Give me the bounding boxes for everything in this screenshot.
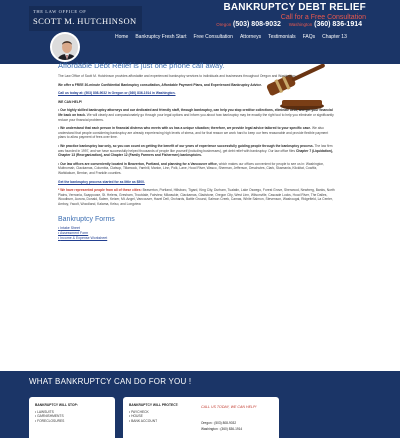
call-phone-washington[interactable]: Washington : (360) 836-1914 [201, 427, 243, 431]
phone1-label: Oregon [216, 22, 232, 27]
main-content [58, 58, 336, 241]
intro-text: The Law Office of Scott M. Hutchinson provides affordable and experienced bankruptcy services to individuals and businesses throughout Oregon and Washington. [58, 74, 297, 78]
page-title: Affordable Debt Relief is just one phone call away. [58, 61, 225, 70]
call-phone-oregon[interactable]: Oregon : (503) 808-9032 [201, 421, 237, 425]
card-will-protect-list [129, 410, 203, 423]
represented-paragraph [58, 188, 336, 206]
call-us-title: CALL US TODAY, WE CAN HELP! [201, 405, 257, 409]
bullet-1-text: We will clearly and compassionately go through your legal options and inform you about how bankruptcy may be exactly the right tool to help you eliminate or significantly reduce your financial problems. [58, 112, 334, 122]
call-today-link[interactable]: Call us today at: (503) 808-9032 in Oregon or (360) 836-1914 in Washington. [58, 91, 176, 96]
bullet-4 [58, 162, 336, 176]
bullet-3-text: The law firm was founded in 1997, and we have successfully helped thousands of people like yourself (including businesses), get debt relief with bankruptcy. Our law office files [58, 143, 333, 153]
header-title: BANKRUPTCY DEBT RELIEF [223, 2, 366, 13]
nav-testimonials[interactable]: Testimonials [268, 34, 296, 40]
nav-home[interactable]: Home [115, 34, 129, 40]
represented-bold: * We have represented people from all of these cities: [58, 188, 142, 193]
bullet-2-bold: • We understand that each person in financial distress who meets with us has a unique situation; therefore, we provide legal advice tailored to your specific case. [58, 126, 312, 131]
article-body [58, 74, 336, 206]
list-item: • LAWSUITS [35, 410, 109, 414]
process-link[interactable]: Get the bankruptcy process started for as little as $500. [58, 179, 145, 184]
card-will-stop-list [35, 410, 109, 423]
list-item: • FORECLOSURES [35, 419, 109, 423]
phone1-number[interactable]: (503) 808-9032 [233, 21, 281, 28]
represented-text: Beaverton, Portland, Hillsboro, Tigard, King City, Durham, Tualatin, Lake Oswego, Forest Grove, Sherwood, Newberg, Banks, North Plains, Vernonia, Scappoose, St. Helens, Gresham, Troutdale, Fairview, Milwaukie, Clackamas, Gladstone, Oregon City, West Linn, Wilsonville, Cascade Locks, Hood River, The Dalles, Woodburn, Aurora, Donald, Salem, Keizer, Mt. Angel, Vancouver, Hazel Dell, Orchards, Battle Ground, Salmon Creek, Camas, White Salmon, Stevenson, Washougal, Ridgefield, La Center, Amboy, Yacolt, Woodland, Kalama, Kelso, and Longview. [58, 188, 335, 206]
intro-paragraph [58, 74, 336, 79]
nav-chapter-13[interactable]: Chapter 13 [322, 34, 347, 40]
offer-paragraph: We offer a FREE 30-minute Confidential Bankruptcy consultation, Affordable Payment Plans, and Experienced Bankruptcy Advice. [58, 82, 262, 87]
list-item: • GARNISHMENTS [35, 414, 109, 418]
form-link-income-expense[interactable]: • Income & Expense Worksheet [58, 236, 336, 241]
nav-faqs[interactable]: FAQs [302, 34, 316, 40]
card-will-stop [29, 397, 115, 438]
bullet-3-bold: • We practice bankruptcy law only, so you can count on getting the benefit of our years of experience successfully guiding people through the bankruptcy process. [58, 143, 314, 148]
forms-title: Bankruptcy Forms [58, 216, 115, 224]
phone2-number[interactable]: (360) 836-1914 [314, 21, 362, 28]
bullet-1 [58, 108, 336, 122]
bullet-2 [58, 126, 336, 140]
header-subtitle: Call for a Free Consultation [280, 14, 366, 21]
header-phones [216, 21, 368, 28]
list-item: • PAYCHECK [129, 410, 203, 414]
nav-bankruptcy-fresh-start[interactable]: Bankruptcy Fresh Start [135, 34, 187, 40]
bullet-3 [58, 144, 336, 158]
site-logo[interactable] [29, 6, 142, 31]
main-nav [113, 33, 349, 41]
bullet-1-bold: • Our highly skilled bankruptcy attorneys and our dedicated and friendly staff, through bankruptcy, can help you stop creditor collections, eliminate debt, and get your financial life back on track. [58, 108, 333, 117]
card-call-us [195, 397, 279, 438]
bullet-3-bold-2: Chapter 7 (Liquidation), Chapter 13 (Reorganization), and Chapter 12 (Family Farmers and Fishermen) bankruptcies. [58, 148, 333, 158]
phone2-label: Washington [288, 22, 313, 27]
card-will-stop-title: BANKRUPTCY WILL STOP: [35, 403, 78, 407]
card-will-protect-title: BANKRUPTCY WILL PROTECT: [129, 403, 179, 407]
we-can-help: WE CAN HELP! [58, 99, 83, 104]
nav-free-consultation[interactable]: Free Consultation [193, 34, 233, 40]
bullet-2-text: We also understand that people considering bankruptcy are already experiencing high levels of stress, and for that reason we work hard to keep our fees reasonable and provide flexible payment plans to allow payment of fees over time. [58, 126, 329, 140]
form-link-assessment[interactable]: • Assessment Form [58, 231, 336, 236]
list-item: • HOUSE [129, 414, 203, 418]
logo-name: SCOTT M. HUTCHINSON [33, 16, 137, 26]
bottom-title: WHAT BANKRUPTCY CAN DO FOR YOU ! [29, 377, 192, 386]
logo-tagline: THE LAW OFFICE OF [33, 9, 87, 14]
list-item: • BANK ACCOUNT [129, 419, 203, 423]
forms-list [58, 226, 336, 241]
bullet-4-bold: • Our law offices are conveniently located in Beaverton, Portland, and planning for a Vancouver office, [58, 161, 218, 166]
bottom-band [0, 371, 400, 438]
bullet-4-text: which makes our offices convenient for people to see us in: Washington, Multnomah, Clackamas, Columbia, Clatsop, Tillamook, Yamhill, Marion, Linn, Polk, Lane, Hood River, Wasco, Sherman, Jefferson, Deschutes, Clark, Skamania, Klickitat, Cowlitz, Wahkiakum, Benton, and Franklin counties. [58, 161, 325, 175]
form-link-intake[interactable]: • Intake Sheet [58, 226, 336, 231]
nav-attorneys[interactable]: Attorneys [239, 34, 262, 40]
